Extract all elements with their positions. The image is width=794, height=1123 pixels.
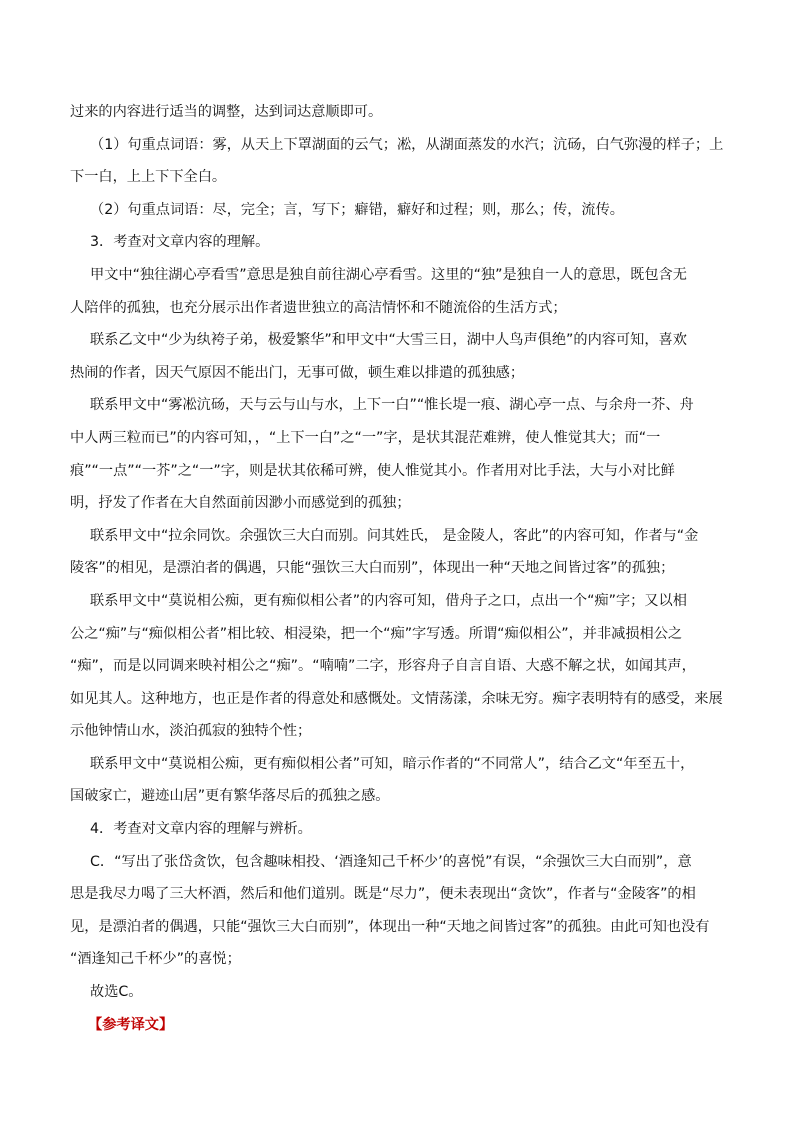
text-line: 联系乙文中“少为纨袴子弟，极爱繁华”和甲文中“大雪三日，湖中人鸟声俱绝”的内容可知，喜欢 [90,332,687,349]
text-line: “痴”，而是以同调来映衬相公之“痴”。“喃喃”二字，形容舟子自言自语、大惑不解之状，如闻其声， [70,658,696,675]
text-line: 过来的内容进行适当的调整，达到词达意顺即可。 [70,104,383,120]
text-line: 公之“痴”与“痴似相公者”相比较、相浸染，把一个“痴”字写透。所谓“痴似相公”，并非减损相公之 [70,625,683,642]
text-line: 联系甲文中“莫说相公痴，更有痴似相公者”可知，暗示作者的“不同常人”，结合乙文“年至五十， [90,755,695,772]
question-3-heading: 3．考查对文章内容的理解。 [90,234,270,251]
question-4-heading: 4．考查对文章内容的理解与辨析。 [90,821,312,838]
text-line: （1）句重点词语：雾，从天上下罩湖面的云气；凇，从湖面蒸发的水汽；沆砀，白气弥漫的样子；上 [90,136,724,153]
text-line: 热闹的作者，因天气原因不能出门，无事可做，顿生难以排遣的孤独感； [70,364,525,381]
reference-translation-heading: 【参考译文】 [88,1016,174,1033]
answer-explanation-body [70,96,730,1041]
text-line: 痕”“一点”“一芥”之“一”字，则是状其依稀可辨，使人惟觉其小。作者用对比手法，大与小对比鲜 [70,462,675,479]
text-line: 明，抒发了作者在大自然面前因渺小而感觉到的孤独； [70,495,411,512]
text-line: 国破家亡，避迹山居”更有繁华落尽后的孤独之感。 [70,788,390,805]
text-line: 联系甲文中“莫说相公痴，更有痴似相公者”的内容可知，借舟子之口，点出一个“痴”字；又以相 [90,592,687,609]
text-line: 联系甲文中“拉余同饮。余强饮三大白而别。问其姓氏， 是金陵人，客此”的内容可知，作者与“金 [90,527,699,544]
text-line: 下一白，上上下下全白。 [70,169,227,186]
text-line: 陵客”的相见，是漂泊者的偶遇，只能“强饮三大白而别”，体现出一种“天地之间皆过客”的孤独； [70,560,675,577]
text-line: 中人两三粒而已”的内容可知，，“上下一白”之“一”字，是状其混茫难辨，使人惟觉其大；而“一 [70,429,661,446]
text-line: 人陪伴的孤独，也充分展示出作者遗世独立的高洁情怀和不随流俗的生活方式； [70,299,567,316]
text-line: 如见其人。这种地方，也正是作者的得意处和感慨处。文情荡漾，余味无穷。痴字表明特有的感受，来展 [70,690,723,707]
answer-choice-line: 故选C。 [90,984,143,1001]
text-line: “酒逢知己千杯少”的喜悦； [70,951,241,968]
text-line: 见，是漂泊者的偶遇，只能“强饮三大白而别”，体现出一种“天地之间皆过客”的孤独。由此可知也没有 [70,918,710,935]
text-line: C．“写出了张岱贪饮，包含趣味相投、‘酒逢知己千杯少’的喜悦”有误，“余强饮三大白而别”，意 [90,853,692,870]
text-line: 甲文中“独往湖心亭看雪”意思是独自前往湖心亭看雪。这里的“独”是独自一人的意思，既包含无 [90,266,687,283]
text-line: 联系甲文中“雾凇沆砀，天与云与山与水，上下一白”“惟长堤一痕、湖心亭一点、与余舟一芥、舟 [90,397,694,414]
text-line: （2）句重点词语：尽，完全；言，写下；癖错，癖好和过程；则，那么；传，流传。 [90,201,624,218]
text-line: 示他钟情山水，淡泊孤寂的独特个性； [70,723,312,740]
text-line: 思是我尽力喝了三大杯酒，然后和他们道别。既是“尽力”，便未表现出“贪饮”，作者与“金陵客”的相 [70,886,696,903]
